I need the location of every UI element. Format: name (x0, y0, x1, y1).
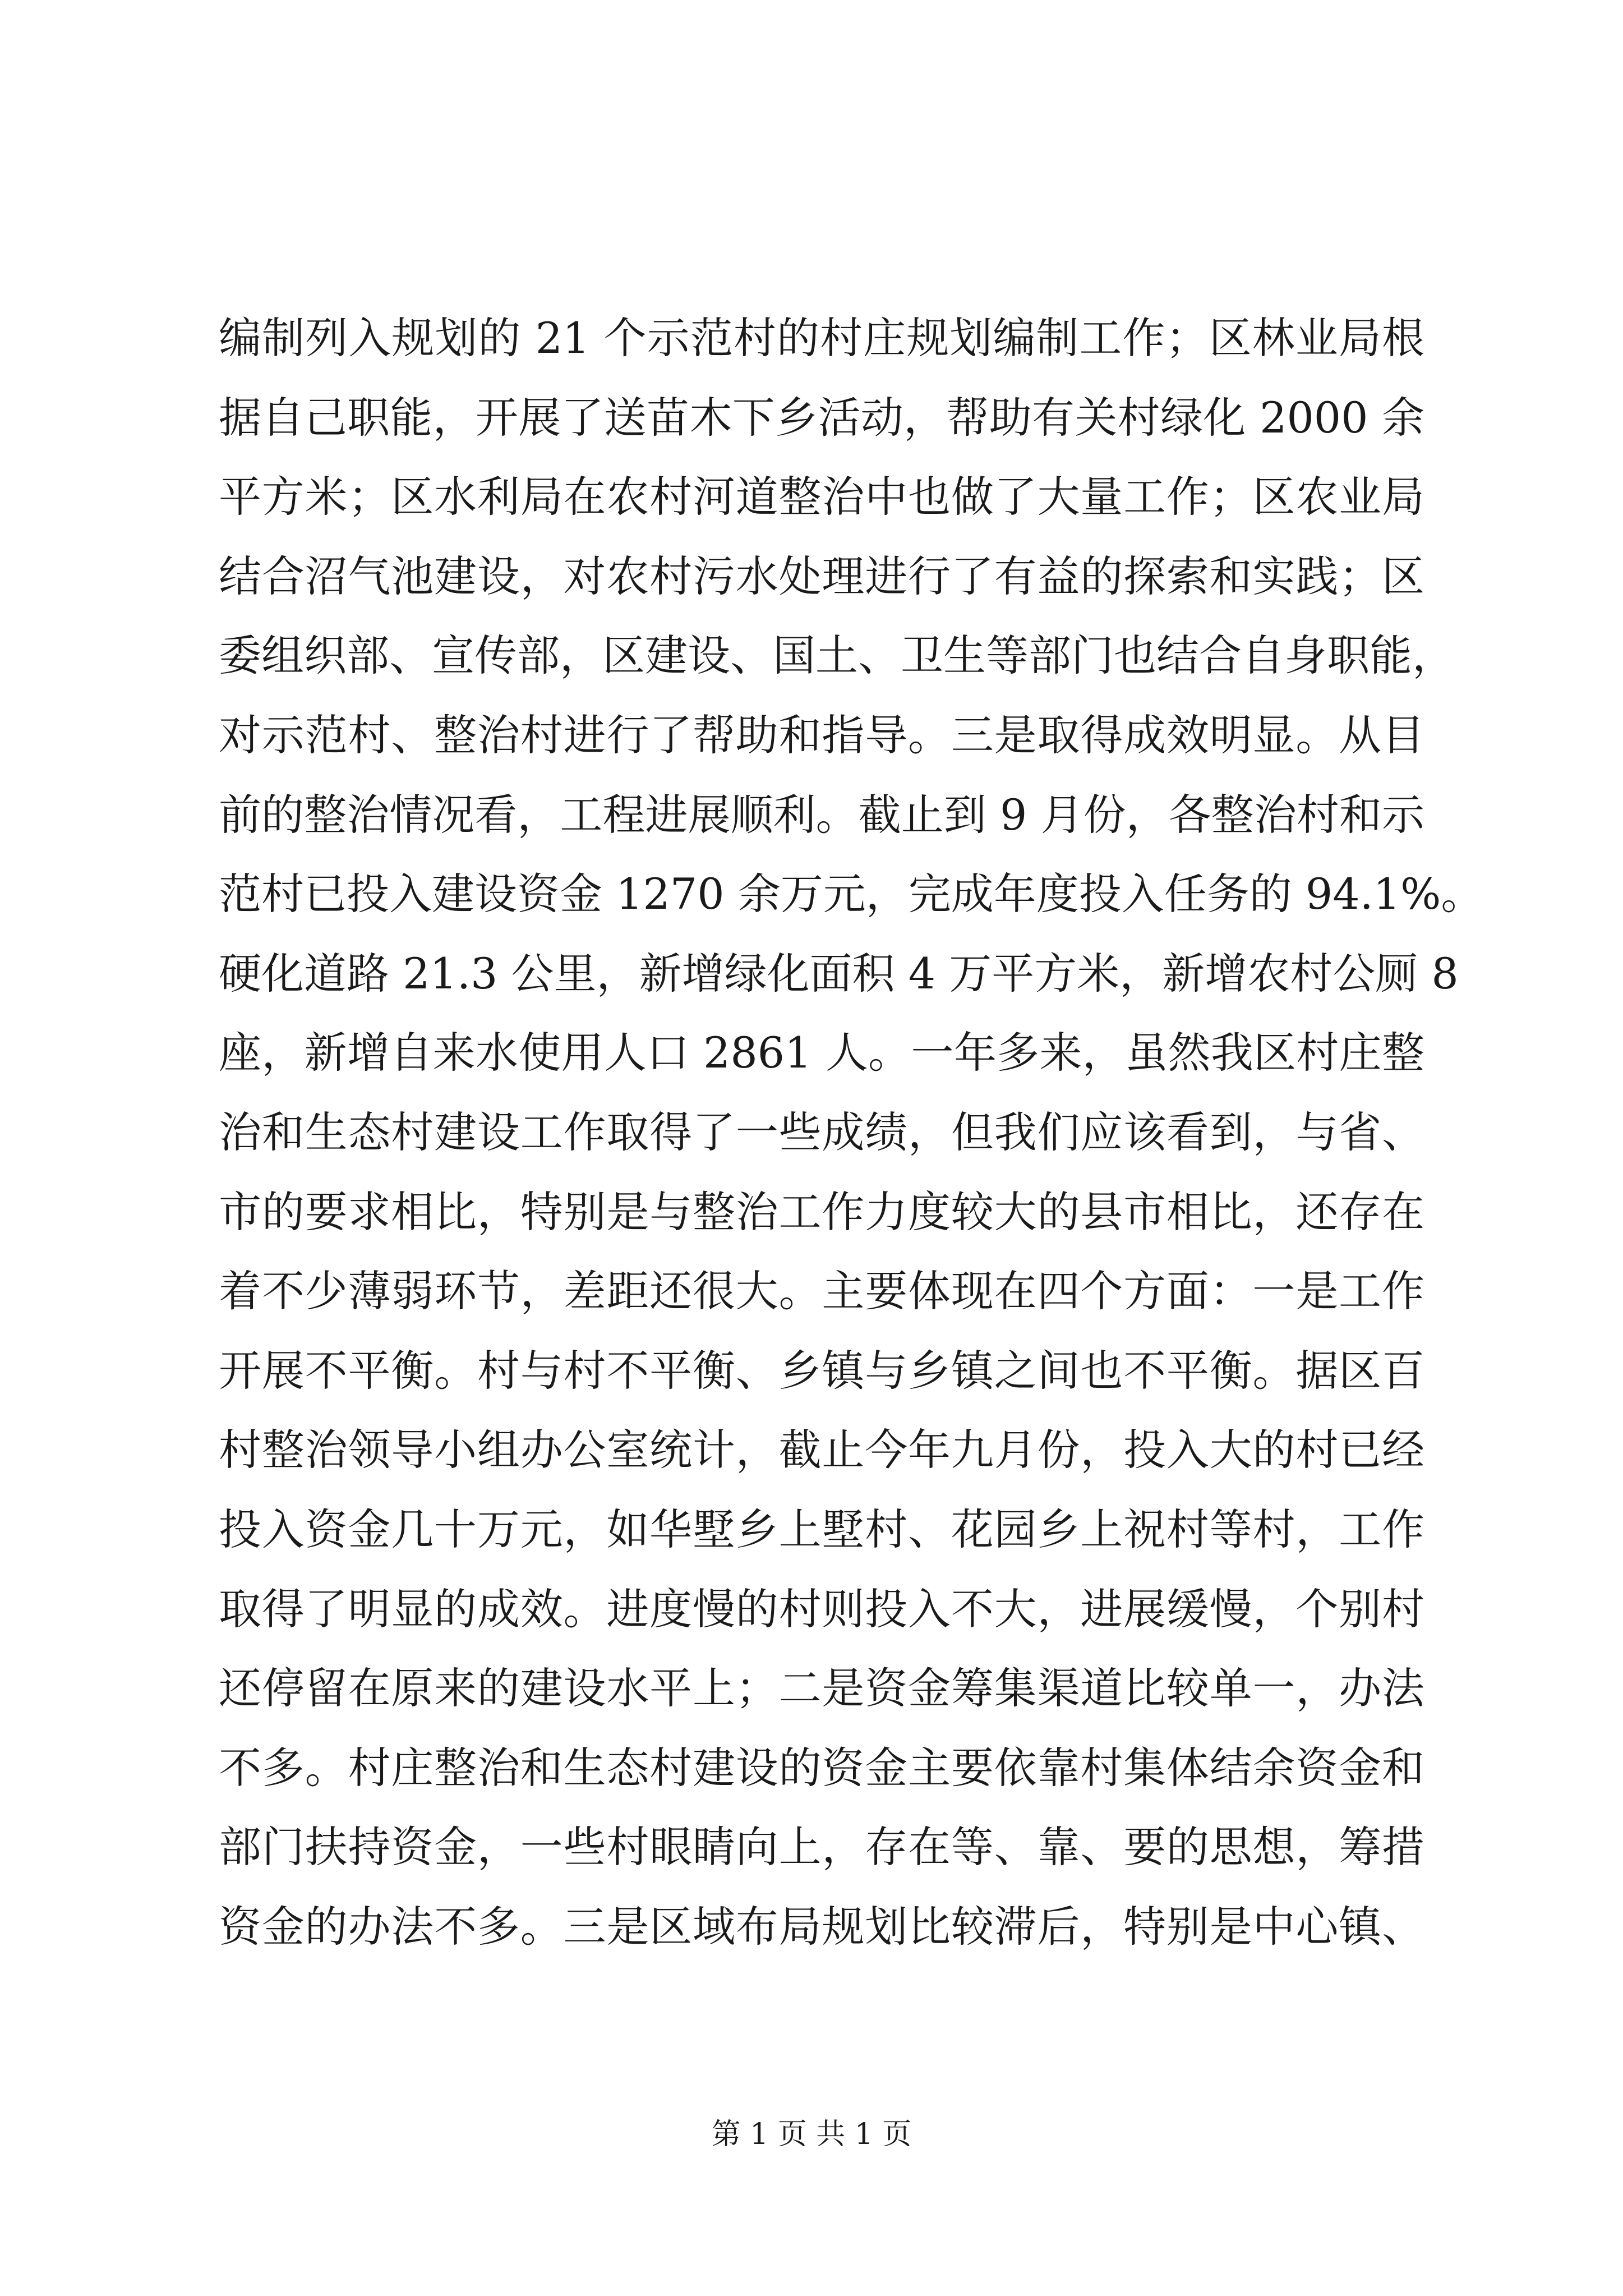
text-line: 村整治领导小组办公室统计，截止今年九月份，投入大的村已经 (219, 1425, 1424, 1475)
text-line: 不多。村庄整治和生态村建设的资金主要依靠村集体结余资金和 (219, 1742, 1424, 1793)
text-line: 着不少薄弱环节，差距还很大。主要体现在四个方面：一是工作 (219, 1266, 1424, 1317)
text-line: 硬化道路 21.3 公里，新增绿化面积 4 万平方米，新增农村公厕 8 (219, 948, 1459, 999)
text-line: 资金的办法不多。三是区域布局规划比较滞后，特别是中心镇、 (219, 1901, 1424, 1952)
text-line: 对示范村、整治村进行了帮助和指导。三是取得成效明显。从目 (219, 710, 1424, 760)
text-line: 市的要求相比，特别是与整治工作力度较大的县市相比，还存在 (219, 1186, 1424, 1237)
body-text (219, 298, 1484, 1966)
text-line: 结合沼气池建设，对农村污水处理进行了有益的探索和实践；区 (219, 551, 1424, 601)
text-line: 平方米；区水利局在农村河道整治中也做了大量工作；区农业局 (219, 472, 1424, 522)
page-footer: 第 1 页 共 1 页 (711, 2118, 912, 2151)
text-line: 投入资金几十万元，如华墅乡上墅村、花园乡上祝村等村，工作 (219, 1504, 1424, 1554)
text-line: 据自己职能，开展了送苗木下乡活动，帮助有关村绿化 2000 余 (219, 392, 1424, 443)
text-line: 范村已投入建设资金 1270 余万元，完成年度投入任务的 94.1%。 (219, 869, 1484, 919)
text-line: 还停留在原来的建设水平上；二是资金筹集渠道比较单一，办法 (219, 1663, 1424, 1714)
text-line: 座，新增自来水使用人口 2861 人。一年多来，虽然我区村庄整 (219, 1028, 1424, 1078)
text-line: 治和生态村建设工作取得了一些成绩，但我们应该看到，与省、 (219, 1107, 1424, 1157)
text-line: 开展不平衡。村与村不平衡、乡镇与乡镇之间也不平衡。据区百 (219, 1345, 1424, 1396)
text-line: 编制列入规划的 21 个示范村的村庄规划编制工作；区林业局根 (219, 313, 1424, 363)
text-line: 取得了明显的成效。进度慢的村则投入不大，进展缓慢，个别村 (219, 1584, 1424, 1634)
text-line: 委组织部、宣传部，区建设、国土、卫生等部门也结合自身职能， (219, 631, 1455, 681)
text-line: 前的整治情况看，工程进展顺利。截止到 9 月份，各整治村和示 (219, 789, 1424, 840)
text-line: 部门扶持资金，一些村眼睛向上，存在等、靠、要的思想，筹措 (219, 1822, 1424, 1872)
